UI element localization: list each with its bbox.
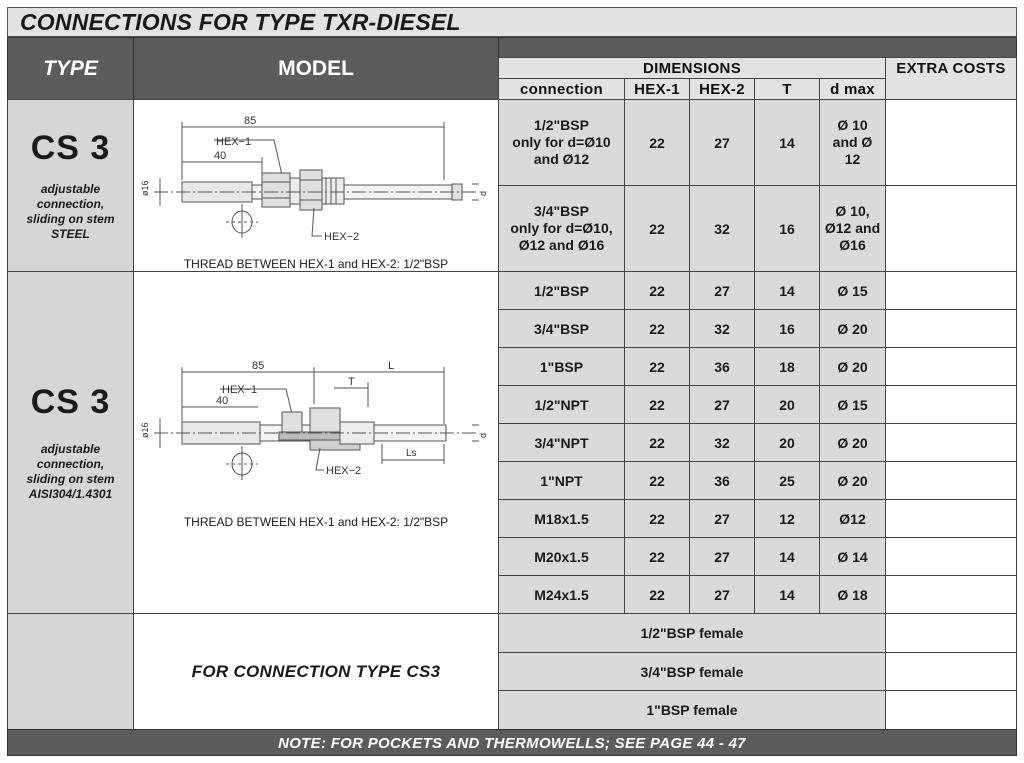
t-cell: 14 [754,271,820,310]
connection-cell: M24x1.5 [498,575,625,614]
extra-cost-cell [885,613,1017,653]
type-description: adjustable connection, sliding on stem AISI304/1.4301 [26,442,115,501]
extra-cost-cell [885,385,1017,424]
svg-text:HEX−2: HEX−2 [326,465,362,477]
header-strip [498,37,1017,58]
hex2-cell: 32 [689,185,755,272]
t-cell: 20 [754,423,820,462]
hex1-cell: 22 [624,423,690,462]
hex2-cell: 27 [689,385,755,424]
hex2-header: HEX-2 [689,78,755,100]
connection-cell: 1"NPT [498,461,625,500]
svg-text:L: L [388,360,395,372]
svg-text:d: d [478,432,488,438]
connection-cell: M18x1.5 [498,499,625,538]
model-header: MODEL [133,37,499,100]
thread-note-aisi: THREAD BETWEEN HEX-1 and HEX-2: 1/2"BSP [183,515,449,529]
t-cell: 12 [754,499,820,538]
dmax-cell: Ø 15 [819,271,886,310]
hex1-cell: 22 [624,537,690,576]
t-cell: 14 [754,575,820,614]
svg-text:d: d [478,190,488,196]
extra-cost-cell [885,99,1017,186]
connection-header: connection [498,78,625,100]
type-cell-female [7,613,134,730]
connection-cell: 1/2"NPT [498,385,625,424]
extra-cost-cell [885,185,1017,272]
extra-cost-cell [885,652,1017,691]
dimensions-header: DIMENSIONS [498,57,886,79]
dmax-header: d max [819,78,886,100]
dmax-cell: Ø 20 [819,423,886,462]
hex1-cell: 22 [624,271,690,310]
extra-cost-cell [885,575,1017,614]
hex2-cell: 27 [689,575,755,614]
t-header: T [754,78,820,100]
hex1-cell: 22 [624,347,690,386]
hex1-cell: 22 [624,499,690,538]
hex2-cell: 27 [689,271,755,310]
type-label: CS 3 [30,129,111,167]
dmax-cell: Ø12 [819,499,886,538]
hex2-cell: 27 [689,499,755,538]
female-connection-label: FOR CONNECTION TYPE CS3 [133,613,499,730]
model-drawing-aisi [134,352,498,582]
extra-cost-cell [885,309,1017,348]
hex2-cell: 32 [689,309,755,348]
hex2-cell: 27 [689,537,755,576]
extra-cost-cell [885,690,1017,730]
hex2-cell: 36 [689,461,755,500]
extra-cost-cell [885,499,1017,538]
svg-text:HEX−1: HEX−1 [222,384,258,396]
dmax-cell: Ø 15 [819,385,886,424]
female-row: 1"BSP female [498,690,886,730]
t-cell: 14 [754,537,820,576]
svg-text:HEX−1: HEX−1 [216,136,252,148]
dmax-cell: Ø 10 and Ø 12 [819,99,886,186]
dmax-cell: Ø 20 [819,461,886,500]
t-cell: 14 [754,99,820,186]
svg-text:ø16: ø16 [140,422,150,438]
svg-text:40: 40 [216,395,229,407]
dmax-cell: Ø 14 [819,537,886,576]
t-cell: 16 [754,309,820,348]
svg-text:85: 85 [244,115,257,127]
female-row: 3/4"BSP female [498,652,886,691]
model-drawing-steel [134,100,498,271]
extra-cost-cell [885,423,1017,462]
extra-cost-cell [885,537,1017,576]
connection-cell: 1/2"BSP [498,271,625,310]
connection-cell: 3/4"BSP [498,309,625,348]
hex1-cell: 22 [624,99,690,186]
connection-cell: 3/4"BSP only for d=Ø10, Ø12 and Ø16 [498,185,625,272]
model-cell-aisi [133,271,499,614]
hex2-cell: 36 [689,347,755,386]
t-cell: 20 [754,385,820,424]
extra-costs-header: EXTRA COSTS [885,57,1017,100]
page-title: CONNECTIONS FOR TYPE TXR-DIESEL [7,7,1017,37]
connection-cell: 1"BSP [498,347,625,386]
connection-cell: 3/4"NPT [498,423,625,462]
dmax-cell: Ø 18 [819,575,886,614]
t-cell: 18 [754,347,820,386]
footer-note: NOTE: FOR POCKETS AND THERMOWELLS; SEE PAGE 44 - 47 [7,729,1017,756]
model-cell-steel [133,99,499,272]
type-label: CS 3 [30,383,111,421]
hex1-cell: 22 [624,385,690,424]
connection-cell: 1/2"BSP only for d=Ø10 and Ø12 [498,99,625,186]
type-header: TYPE [7,37,134,100]
type-cell-steel [7,99,134,272]
extra-cost-cell [885,271,1017,310]
type-cell-aisi [7,271,134,614]
svg-text:Ls: Ls [406,448,417,459]
hex1-cell: 22 [624,309,690,348]
thread-note-steel: THREAD BETWEEN HEX-1 and HEX-2: 1/2"BSP [183,257,449,271]
svg-text:40: 40 [214,150,227,162]
hex1-cell: 22 [624,185,690,272]
hex2-cell: 32 [689,423,755,462]
svg-text:85: 85 [252,360,265,372]
svg-text:T: T [348,376,355,388]
hex1-cell: 22 [624,575,690,614]
female-row: 1/2"BSP female [498,613,886,653]
t-cell: 16 [754,185,820,272]
connection-cell: M20x1.5 [498,537,625,576]
svg-text:ø16: ø16 [140,180,150,196]
hex2-cell: 27 [689,99,755,186]
extra-cost-cell [885,347,1017,386]
extra-cost-cell [885,461,1017,500]
dmax-cell: Ø 10, Ø12 and Ø16 [819,185,886,272]
t-cell: 25 [754,461,820,500]
dmax-cell: Ø 20 [819,347,886,386]
hex1-cell: 22 [624,461,690,500]
hex1-header: HEX-1 [624,78,690,100]
dmax-cell: Ø 20 [819,309,886,348]
svg-text:HEX−2: HEX−2 [324,231,360,243]
type-description: adjustable connection, sliding on stem STEEL [26,182,115,241]
